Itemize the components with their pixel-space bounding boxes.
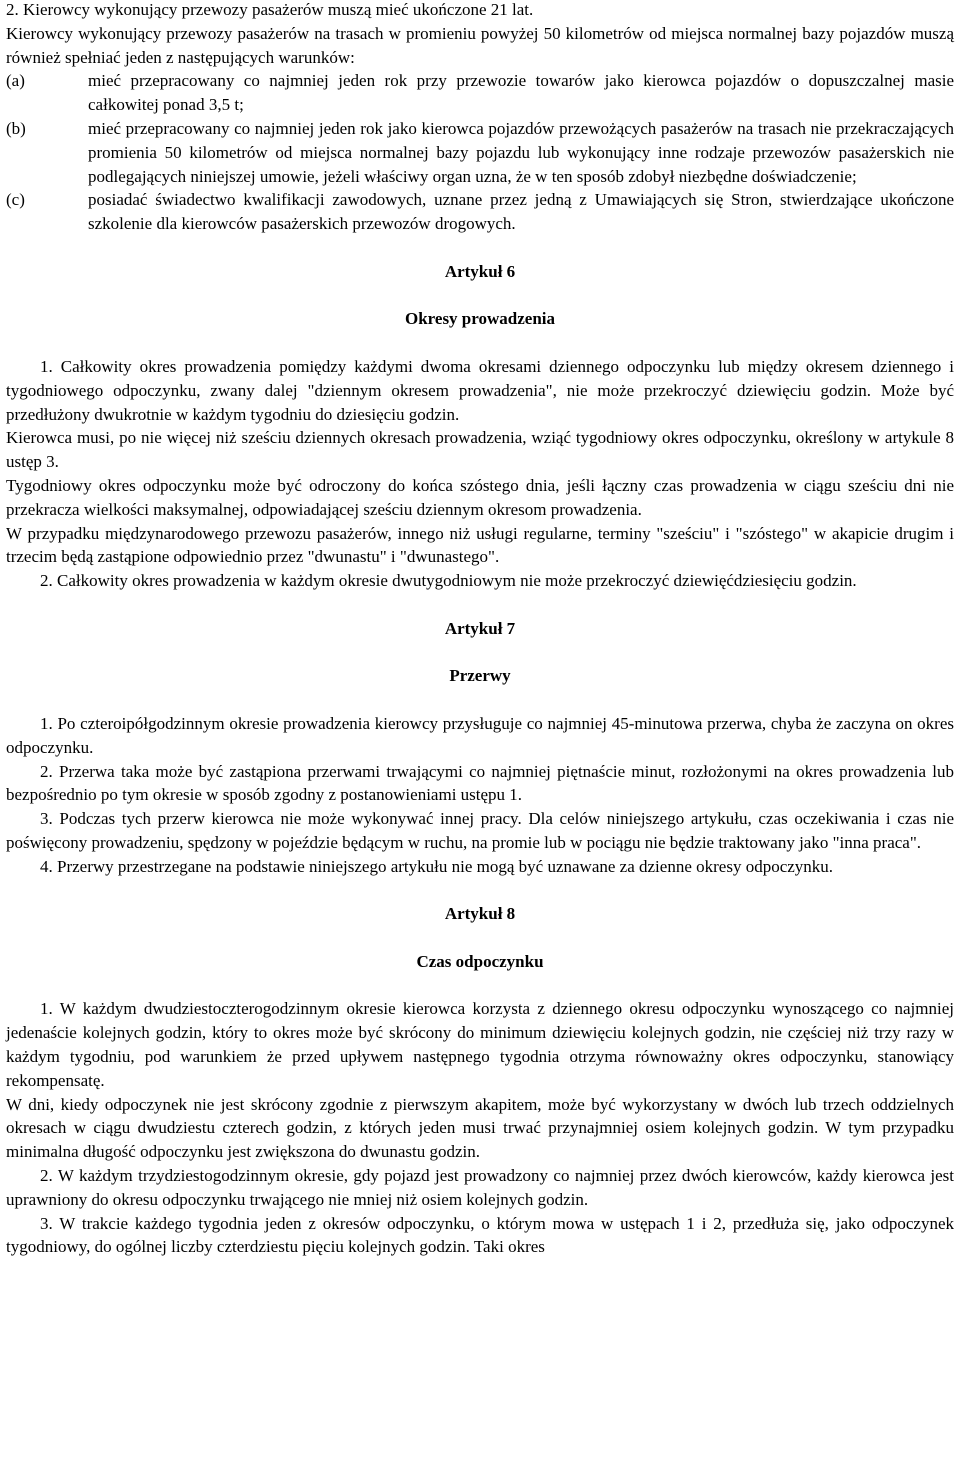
article-6-title: Okresy prowadzenia [404,309,556,329]
spacer [6,331,954,355]
article-6-paragraph: 1. Całkowity okres prowadzenia pomiędzy każdymi dwoma okresami dziennego odpoczynku lub między okresem dziennego i tygodniowego odpoczynku, zwany dalej "dziennym okresem prowadzenia", nie może przekroczyć dziewięciu godzin. Może być przedłużony dwukrotnie w każdym tygodniu do dziesięciu godzin. [6,356,954,424]
spacer [6,641,954,665]
article-8-paragraph: 2. W każdym trzydziestogodzinnym okresie, gdy pojazd jest prowadzony co najmniej przez dwóch kierowców, każdy kierowca jest uprawniony do okresu odpoczynku trwającego nie mniej niż osiem kolejnych godzin. [6,1166,954,1209]
spacer [6,926,954,950]
article-6-paragraph: Kierowca musi, po nie więcej niż sześciu dziennych okresach prowadzenia, wziąć tygodniowy okres odpoczynku, określony w artykule 8 ustęp 3. [6,428,954,472]
article-8-title: Czas odpoczynku [416,951,544,971]
article-8-paragraph: 3. W trakcie każdego tygodnia jeden z okresów odpoczynku, o którym mowa w ustępach 1 i 2, przedłuża się, jako odpoczynek tygodniowy, do ogólnej liczby czterdziestu pięciu kolejnych godzin. Taki okres [6,1213,954,1257]
spacer [6,284,954,308]
list-item-label: (b) [6,118,26,138]
article-7-paragraph: 4. Przerwy przestrzegane na podstawie niniejszego artykułu nie mogą być uznawane za dzienne okresy odpoczynku. [40,856,834,876]
article-7-paragraph: 1. Po czteroipółgodzinnym okresie prowadzenia kierowcy przysługuje co najmniej 45-minutowa przerwa, chyba że zaczyna on okres odpoczynku. [6,713,954,757]
intro-paragraph: Kierowcy wykonujący przewozy pasażerów na trasach w promieniu powyżej 50 kilometrów od miejsca normalnej bazy pojazdów muszą również spełniać jeden z następujących warunków: [6,23,954,67]
spacer [6,593,954,617]
article-6-heading: Artykuł 6 [444,261,516,281]
list-item-text: mieć przepracowany co najmniej jeden rok jako kierowca pojazdów przewożących pasażerów na trasach nie przekraczających promienia 50 kilometrów od miejsca normalnej bazy pojazdu lub wykonujący inne rodzaje przewozów pasażerskich nie podlegających niniejszej umowie, jeżeli właściwy organ uzna, że w ten sposób zdobył niezbędne doświadczenie; [88,118,954,186]
list-item [6,117,954,188]
article-6-paragraph: W przypadku międzynarodowego przewozu pasażerów, innego niż usługi regularne, terminy "sześciu" i "szóstego" w akapicie drugim i trzecim będą zastąpione odpowiednio przez "dwunastu" i "dwunastego". [6,523,954,567]
article-7-heading: Artykuł 7 [444,618,516,638]
list-item-text: mieć przepracowany co najmniej jeden rok przy przewozie towarów jako kierowca pojazdów o dopuszczalnej masie całkowitej ponad 3,5 t; [88,71,954,115]
list-item [6,69,954,117]
spacer [6,688,954,712]
article-7-paragraph: 2. Przerwa taka może być zastąpiona przerwami trwającymi co najmniej piętnaście minut, rozłożonymi na okres prowadzenia lub bezpośrednio po tym okresie w sposób zgodny z postanowieniami ustępu 1. [6,761,954,805]
intro-first-line: 2. Kierowcy wykonujący przewozy pasażerów muszą mieć ukończone 21 lat. [6,0,534,19]
spacer [6,878,954,902]
list-item-text: posiadać świadectwo kwalifikacji zawodowych, uznane przez jedną z Umawiających się Stron, stwierdzające ukończone szkolenie dla kierowców pasażerskich przewozów drogowych. [88,190,954,234]
article-7-paragraph: 3. Podczas tych przerw kierowca nie może wykonywać innej pracy. Dla celów niniejszego artykułu, czas oczekiwania i czas nie poświęcony prowadzeniu, spędzony w pojeździe będącym w ruchu, na promie lub w pociągu nie będzie traktowany jako "inna praca". [6,809,954,852]
spacer [6,236,954,260]
article-8-paragraph: W dni, kiedy odpoczynek nie jest skrócony zgodnie z pierwszym akapitem, może być wykorzystany w dwóch lub trzech oddzielnych okresach w ciągu dwudziestu czterech godzin, z których jeden musi trwać przynajmniej osiem kolejnych godzin. W tym przypadku minimalna długość odpoczynku jest zwiększona do dwunastu godzin. [6,1094,954,1162]
article-6-paragraph: 2. Całkowity okres prowadzenia w każdym okresie dwutygodniowym nie może przekroczyć dziewięćdziesięciu godzin. [40,571,857,591]
article-8-paragraph: 1. W każdym dwudziestoczterogodzinnym okresie kierowca korzysta z dziennego okresu odpoczynku wynoszącego co najmniej jedenaście kolejnych godzin, który to okres może być skrócony do minimum dziewięciu kolejnych godzin, nie częściej niż trzy razy w każdym tygodniu, pod warunkiem że przed upływem następnego tygodnia otrzyma równoważny okres odpoczynku, stanowiący rekompensatę. [6,999,954,1090]
list-item-label: (c) [6,190,25,210]
spacer [6,974,954,998]
article-8-heading: Artykuł 8 [444,904,516,924]
article-7-title: Przerwy [449,666,511,686]
article-6-paragraph: Tygodniowy okres odpoczynku może być odroczony do końca szóstego dnia, jeśli łączny czas prowadzenia w ciągu sześciu dni nie przekracza wielkości maksymalnej, odpowiadającej sześciu dziennym okresom prowadzenia. [6,475,954,519]
list-item [6,188,954,236]
list-item-label: (a) [6,71,25,91]
